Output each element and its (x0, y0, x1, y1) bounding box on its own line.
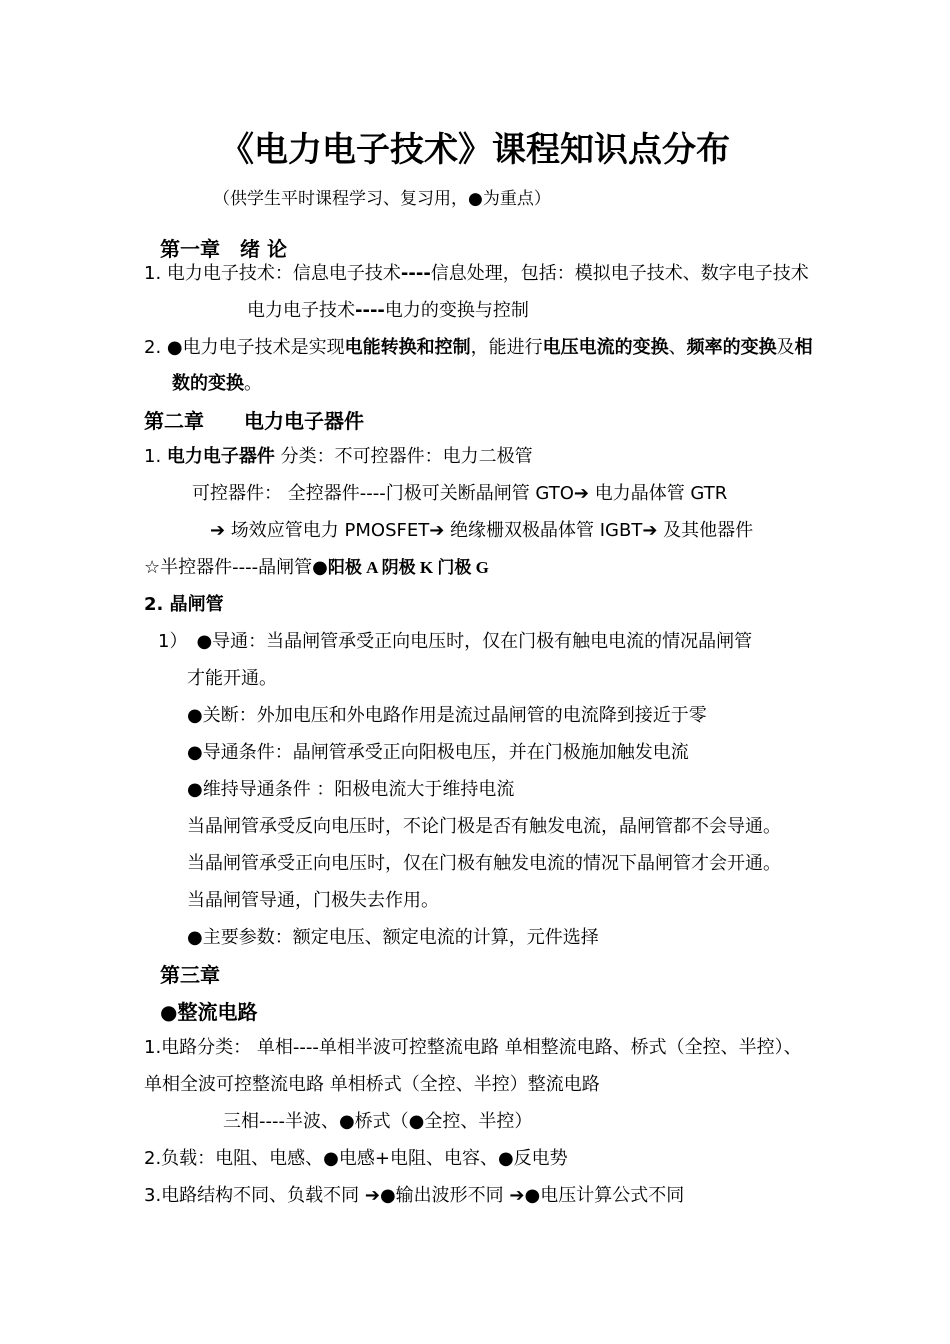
ch2-item2-line1: 1） ●导通：当晶闸管承受正向电压时，仅在门极有触电电流的情况晶闸管 (158, 631, 753, 652)
ch2-item2-line7: 当晶闸管承受正向电压时，仅在门极有触发电流的情况下晶闸管才会开通。 (187, 853, 781, 874)
document-subtitle: （供学生平时课程学习、复习用，●为重点） (213, 189, 551, 209)
ch2-item2-line3: ●关断：外加电压和外电路作用是流过晶闸管的电流降到接近于零 (187, 705, 707, 726)
ch3-item1-line2: 单相全波可控整流电路 单相桥式（全控、半控）整流电路 (144, 1074, 600, 1095)
ch3-item3: 3.电路结构不同、负载不同 ➔●输出波形不同 ➔●电压计算公式不同 (144, 1185, 685, 1206)
ch1-item2-line2: 数的变换。 (172, 373, 262, 394)
ch2-item2-line6: 当晶闸管承受反向电压时，不论门极是否有触发电流，晶闸管都不会导通。 (187, 816, 781, 837)
ch2-item2-line5: ●维持导通条件 ：阳极电流大于维持电流 (187, 779, 515, 800)
chapter1-heading: 第一章 绪 论 (160, 237, 287, 261)
ch2-item1-line1: 1. 电力电子器件 分类：不可控器件：电力二极管 (144, 446, 533, 467)
ch3-item1-line3: 三相----半波、●桥式（●全控、半控） (223, 1111, 533, 1132)
chapter3-subheading: ●整流电路 (160, 1000, 258, 1024)
ch3-item1-line1: 1.电路分类： 单相----单相半波可控整流电路 单相整流电路、桥式（全控、半控）、 (144, 1037, 802, 1058)
chapter2-heading: 第二章 电力电子器件 (144, 409, 364, 433)
ch2-item2-line9: ●主要参数：额定电压、额定电流的计算，元件选择 (187, 927, 599, 948)
ch1-item1-line2: 电力电子技术----电力的变换与控制 (247, 300, 529, 321)
ch3-item2: 2.负载：电阻、电感、●电感+电阻、电容、●反电势 (144, 1148, 568, 1169)
ch2-item2-line2: 才能开通。 (187, 668, 277, 689)
ch1-item2-line1: 2. ●电力电子技术是实现电能转换和控制，能进行电压电流的变换、频率的变换及相 (144, 337, 813, 358)
document-title: 《电力电子技术》课程知识点分布 (220, 130, 730, 170)
ch2-item1-line2: 可控器件： 全控器件----门极可关断晶闸管 GTO➔ 电力晶体管 GTR (192, 483, 728, 504)
ch2-item2-line4: ●导通条件：晶闸管承受正向阳极电压，并在门极施加触发电流 (187, 742, 689, 763)
chapter3-heading: 第三章 (160, 963, 220, 987)
ch2-item2-heading: 2. 晶闸管 (144, 594, 224, 615)
ch1-item1-line1: 1. 电力电子技术：信息电子技术----信息处理，包括：模拟电子技术、数字电子技术 (144, 263, 809, 284)
ch2-item2-line8: 当晶闸管导通，门极失去作用。 (187, 890, 439, 911)
ch2-item1-line4: ☆半控器件----晶闸管●阳极 A 阴极 K 门极 G (144, 557, 489, 578)
ch2-item1-line3: ➔ 场效应管电力 PMOSFET➔ 绝缘栅双极晶体管 IGBT➔ 及其他器件 (210, 520, 754, 541)
